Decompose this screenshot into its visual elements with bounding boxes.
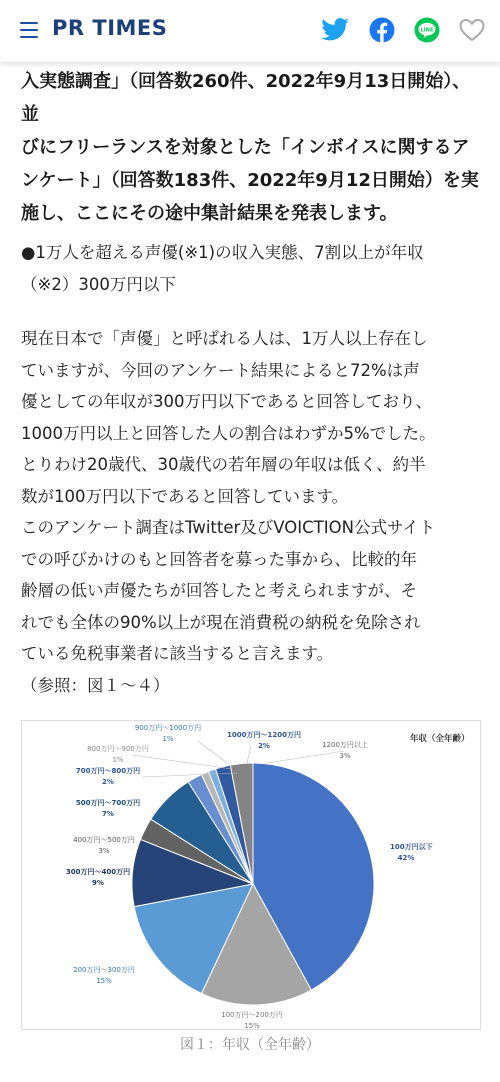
slice-label: 100万円～200万円	[221, 1011, 283, 1019]
heart-icon[interactable]	[457, 15, 487, 45]
slice-label: 400万円～500万円	[73, 836, 135, 844]
lead-line: びにフリーランスを対象とした「インボイスに関するア	[21, 137, 470, 158]
line-badge-text: LINE	[420, 27, 434, 34]
line-icon[interactable]	[412, 15, 442, 45]
app-header	[0, 0, 500, 62]
slice-label: 1200万円以上	[322, 741, 368, 749]
body-line: 現在日本で「声優」と呼ばれる人は、1万人以上存在し	[21, 329, 428, 348]
lead-line: ンケート」（回答数183件、2022年9月12日開始）を実	[21, 170, 479, 191]
slice-label: 300万円～400万円	[65, 868, 131, 876]
lead-line: 施し、ここにその途中集計結果を発表します。	[21, 203, 398, 224]
figure-caption: 図１：年収（全年齢）	[180, 1037, 320, 1053]
slice-percent: 3%	[339, 752, 351, 760]
facebook-icon[interactable]	[367, 15, 397, 45]
body-line: ていますが、今回のアンケート結果によると72%は声	[21, 360, 420, 380]
slice-percent: 15%	[244, 1022, 260, 1029]
slice-percent: 15%	[96, 977, 112, 985]
slice-percent: 1%	[112, 756, 124, 764]
slice-percent: 2%	[258, 742, 270, 750]
pie-chart-svg	[22, 721, 480, 1029]
body-line: とりわけ20歳代、30歳代の若年層の年収は低く、約半	[21, 455, 426, 474]
income-pie-chart[interactable]	[21, 720, 481, 1030]
slice-label: 100万円以下	[390, 843, 433, 851]
slice-percent: 1%	[162, 735, 174, 743]
body-line: （参照：図１～４）	[21, 675, 170, 695]
body-line: 齢層の低い声優たちが回答したと考えられますが、そ	[21, 581, 417, 600]
leader-line	[198, 741, 227, 763]
slice-label: 700万円～800万円	[75, 767, 141, 775]
lead-paragraph	[21, 65, 481, 230]
slice-label: 500万円～700万円	[75, 799, 141, 807]
lead-line: 入実態調査」（回答数260件、2022年9月13日開始）、並	[21, 71, 471, 125]
prtimes-logo[interactable]: PR TIMES	[52, 16, 168, 40]
menu-icon[interactable]	[20, 22, 38, 38]
slice-percent: 9%	[92, 879, 104, 887]
slice-percent: 2%	[102, 778, 114, 786]
body-line: 優としての年収が300万円以下であると回答しており、	[21, 392, 432, 411]
body-line: このアンケート調査はTwitter及びVOICTION公式サイト	[21, 518, 436, 537]
slice-percent: 3%	[98, 847, 110, 855]
section-heading	[21, 237, 483, 300]
slice-label: 1000万円～1200万円	[227, 731, 301, 739]
slice-label: 900万円～1000万円	[134, 724, 202, 732]
chart-title: 年収（全年齢）	[410, 734, 470, 744]
leader-line	[267, 751, 344, 763]
twitter-icon[interactable]	[320, 15, 350, 45]
heading-line: ●1万人を超える声優(※1)の収入実態、7割以上が年収	[21, 243, 424, 262]
slice-label: 800万円～900万円	[87, 745, 149, 753]
body-line: での呼びかけのもと回答者を募った事から、比較的年	[21, 549, 417, 569]
slice-percent: 7%	[102, 810, 114, 818]
body-line: れでも全体の90%以上が現在消費税の納税を免除され	[21, 612, 421, 632]
body-line: ている免税事業者に該当すると言えます。	[21, 644, 334, 663]
slice-label: 200万円～300万円	[73, 966, 135, 974]
body-line: 1000万円以上と回答した人の割合はわずか5%でした。	[21, 423, 436, 443]
body-line: 数が100万円以下であると回答しています。	[21, 486, 349, 506]
body-paragraph	[21, 323, 483, 701]
leader-line	[247, 745, 251, 763]
slice-percent: 42%	[397, 854, 415, 862]
leader-line	[132, 755, 232, 769]
heading-line: （※2）300万円以下	[21, 274, 176, 294]
